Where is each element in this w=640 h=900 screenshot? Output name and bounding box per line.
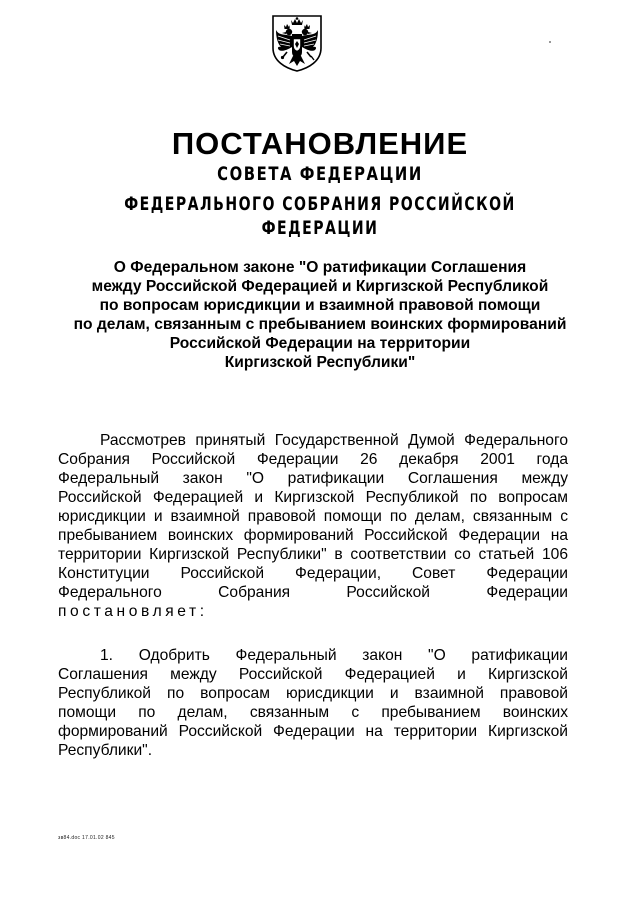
resolution-item-1	[58, 646, 568, 760]
paragraph-line: Федерального Собрания Российской Федерации	[58, 584, 568, 601]
coat-of-arms-icon	[270, 14, 324, 72]
paragraph-line: формирований Российской Федерации на территории Киргизской	[58, 723, 568, 740]
heading-line: между Российской Федерацией и Киргизской Республикой	[91, 278, 549, 295]
file-reference-mark: зв84.doc 17.01.02 845	[58, 835, 115, 841]
document-title: ПОСТАНОВЛЕНИЕ	[171, 126, 469, 161]
resolves-word: постановляет:	[58, 603, 208, 620]
paragraph-line: юрисдикции и взаимной правовой помощи по делам, связанным с	[58, 508, 568, 525]
paragraph-line: Рассмотрев принятый Государственной Думой Федерального	[100, 432, 568, 449]
paragraph-line: территории Киргизской Республики" в соответствии со статьей 106	[58, 546, 568, 563]
paragraph-line: 1. Одобрить Федеральный закон "О ратификации	[100, 647, 568, 664]
paragraph-line: Собрания Российской Федерации 26 декабря 2001 года	[58, 451, 568, 468]
heading-line: О Федеральном законе "О ратификации Соглашения	[113, 259, 527, 276]
paragraph-line: Соглашения между Российской Федерацией и Киргизской	[58, 666, 568, 683]
paragraph-line: Федеральный закон "О ратификации Соглашения между	[58, 470, 568, 487]
issuing-body-line-2: ФЕДЕРАЛЬНОГО СОБРАНИЯ РОССИЙСКОЙ ФЕДЕРАЦИИ	[124, 193, 516, 239]
heading-line: Киргизской Республики"	[224, 354, 416, 371]
heading-line: Российской Федерации на территории	[169, 335, 471, 352]
paragraph-line: Конституции Российской Федерации, Совет Федерации	[58, 565, 568, 582]
scan-speck	[549, 41, 551, 43]
issuing-body-line-1: СОВЕТА ФЕДЕРАЦИИ	[217, 163, 423, 185]
paragraph-line: пребыванием воинских формирований Российской Федерации на	[58, 527, 568, 544]
heading-line: по делам, связанным с пребыванием воинских формирований	[73, 316, 567, 333]
paragraph-line: помощи по делам, связанным с пребыванием воинских	[58, 704, 568, 721]
paragraph-line: Республикой по вопросам юрисдикции и взаимной правовой	[58, 685, 568, 702]
heading-line: по вопросам юрисдикции и взаимной правовой помощи	[99, 297, 541, 314]
resolution-subject-heading	[40, 258, 600, 372]
paragraph-line: Российской Федерацией и Киргизской Республикой по вопросам	[58, 489, 568, 506]
preamble-paragraph	[58, 431, 568, 621]
paragraph-line: Республики".	[58, 742, 153, 759]
